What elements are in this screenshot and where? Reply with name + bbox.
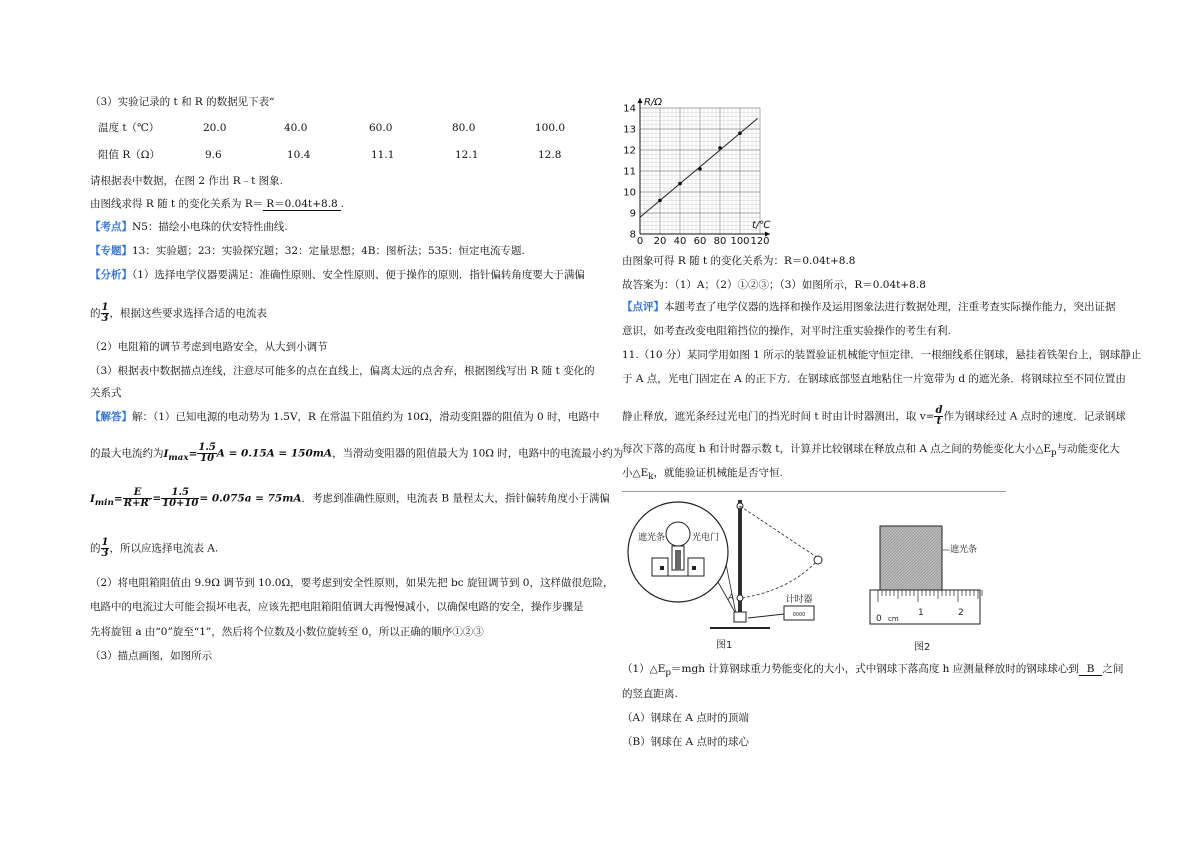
q11-line5-post: ，就能验证机械能是否守恒. — [653, 467, 783, 479]
jieda-line1 — [90, 412, 600, 423]
fig2-caption: 图2 — [914, 642, 931, 653]
y-tick-label: 12 — [623, 145, 636, 157]
frac-den: 3 — [101, 548, 109, 559]
table-cell: 9.6 — [205, 149, 222, 161]
kaodian-text: N5：描绘小电珠的伏安特性曲线. — [132, 221, 288, 233]
y-tick-label: 8 — [629, 229, 636, 241]
fig1-label-guangdianmen: 光电门 — [692, 533, 720, 543]
kaodian-tag: 【考点】 — [90, 221, 132, 233]
imin-eq: = — [113, 492, 123, 505]
option-a: （A）钢球在 A 点时的顶端 — [622, 712, 749, 724]
q11-line4 — [622, 444, 1120, 458]
q1-sub: p — [665, 668, 672, 679]
y-tick-label: 11 — [623, 166, 636, 178]
jieda-line3 — [90, 488, 610, 509]
q11-line4-text: 每次下落的高度 h 和计时器示数 t，计算并比较钢球在释放点和 A 点之间的势能变化大小△E — [622, 443, 1051, 455]
x-tick-label: 60 — [693, 236, 707, 247]
data-point — [718, 146, 722, 150]
fenxi-tag: 【分析】 — [90, 269, 132, 281]
fenxi-line2-post: ，根据这些要求选择合适的电流表 — [109, 307, 267, 320]
figure1-apparatus — [620, 494, 840, 654]
x-tick-label: 80 — [713, 236, 727, 247]
imax-frac-num: 1.5 — [198, 442, 216, 453]
part3-intro: （3）实验记录的 t 和 R 的数据见下表“ — [90, 96, 275, 108]
imin-fraction2 — [161, 488, 199, 509]
fig1-caption: 图1 — [716, 640, 733, 651]
imax-eq: = — [188, 447, 198, 460]
kaodian-line — [90, 222, 288, 233]
table-cell: 10.4 — [287, 149, 311, 161]
fenxi-line2-pre: 的 — [90, 307, 101, 320]
timer-label: 计时器 — [785, 595, 813, 605]
jieda-4-pre: 的 — [90, 542, 101, 555]
x-tick-label: 120 — [750, 236, 770, 247]
dianping-line1 — [622, 302, 1116, 313]
divider — [622, 491, 1006, 492]
jieda-text: 解：（1）已知电源的电动势为 1.5V，R 在常温下阻值约为 10Ω，滑动变阻器的阻值为 0 时，电路中 — [132, 411, 600, 423]
dianping-tag: 【点评】 — [622, 301, 664, 313]
table-cell: 40.0 — [284, 122, 308, 134]
frac-den: 3 — [101, 313, 109, 324]
imax-rhs: A = 0.15A = 150mA — [216, 447, 333, 460]
imin-frac2-den: 10+10 — [162, 498, 199, 509]
q1-line2: 的竖直距离. — [622, 688, 678, 700]
q11-line5-text: 小△E — [622, 467, 649, 479]
option-b: （B）钢球在 A 点时的球心 — [622, 736, 749, 748]
y-tick-label: 10 — [623, 187, 636, 199]
x-tick-label: 100 — [730, 236, 750, 247]
jieda-line5: （2）将电阻箱阻值由 9.9Ω 调节到 10.0Ω，要考虑到安全性原则，如果先把 bc 旋钮调节到 0，这样做很危险， — [90, 577, 614, 589]
table-cell: 100.0 — [535, 122, 566, 134]
zhuanti-tag: 【专题】 — [90, 245, 132, 257]
zhuanti-line — [90, 246, 525, 257]
imax-lhs: I — [163, 447, 169, 460]
v-frac-den: t — [936, 416, 942, 427]
fig2-label-zheguang: 遮光条 — [950, 545, 978, 555]
jieda-2-post: ，当滑动变阻器的阻值最大为 10Ω 时，电路中的电流最小约为 — [332, 447, 624, 460]
q11-line5-sub: k — [648, 472, 654, 483]
imax-frac-den: 10 — [200, 453, 215, 464]
imin-eq2: = — [152, 492, 162, 505]
q1-post: 之间 — [1102, 663, 1124, 675]
imax-fraction — [197, 443, 216, 464]
x-tick-label: 20 — [653, 236, 667, 247]
imax-equation — [163, 447, 198, 463]
table-cell: 60.0 — [369, 122, 393, 134]
imin-frac2-num: 1.5 — [161, 488, 199, 499]
fenxi-line — [90, 270, 585, 281]
fenxi-3a: （3）根据表中数据描点连线，注意尽可能多的点在直线上，偏离太远的点舍弃，根据图线写出 R 随 t 变化的 — [90, 365, 595, 377]
imin-frac1-den: R+R′ — [123, 498, 152, 509]
frac-num: 1 — [101, 302, 109, 313]
imin-lhs: I — [90, 492, 95, 505]
jieda-line4 — [90, 538, 218, 559]
graph-relation: 由图象可得 R 随 t 的变化关系为：R＝0.04t+8.8 — [622, 255, 856, 267]
q11-line5 — [622, 468, 783, 482]
imin-rhs: = 0.075a = 75mA — [199, 492, 302, 505]
y-tick-label: 14 — [623, 103, 636, 115]
table-row1-label: 温度 t（℃） — [98, 122, 160, 134]
imin-equation — [90, 492, 123, 508]
imax-sub: max — [168, 452, 189, 463]
q1-line1 — [622, 664, 1123, 678]
q11-line4-post: 与动能变化大 — [1056, 443, 1120, 455]
jieda-line2 — [90, 443, 623, 464]
ruler-0: 0 — [876, 614, 882, 624]
fig1-label-zheguang: 遮光条 — [638, 533, 666, 543]
dianping-line2: 意识，如考查改变电阻箱挡位的操作，对平时注重实验操作的考生有利. — [622, 325, 951, 337]
jieda-line7: 先将旋钮 a 由“0”旋至“1”，然后将个位数及小数位旋转至 0，所以正确的顺序①②③ — [90, 626, 484, 638]
q11-line1: 11.（10 分）某同学用如图 1 所示的装置验证机械能守恒定律．一根细线系住钢球，悬挂着铁架台上，钢球静止 — [622, 349, 1142, 361]
ruler-2: 2 — [958, 608, 964, 618]
imin-sub: min — [94, 497, 114, 508]
table-cell: 80.0 — [452, 122, 476, 134]
v-frac-num: d — [935, 405, 943, 416]
q11-line4-sub: p — [1051, 448, 1057, 459]
fenxi-text: （1）选择电学仪器要满足：准确性原则、安全性原则、便于操作的原则．指针偏转角度要大于满偏 — [132, 269, 585, 281]
fig1-label-A: A — [728, 593, 735, 603]
jieda-line6: 电路中的电流过大可能会损坏电表，应该先把电阻箱阻值调大再慢慢减小，以确保电路的安全，操作步骤是 — [90, 601, 584, 613]
relation-line — [90, 199, 344, 211]
imin-frac1-num: E — [123, 488, 153, 499]
x-tick-label: 40 — [673, 236, 687, 247]
q11-line3 — [622, 406, 1126, 427]
relation-answer: R＝0.04t+8.8 — [263, 199, 341, 211]
table-cell: 12.1 — [455, 149, 479, 161]
y-axis-label: R/Ω — [644, 97, 662, 108]
q1-answer: B — [1079, 664, 1103, 676]
y-axis-arrow — [638, 98, 643, 103]
data-point — [698, 167, 702, 171]
table-cell: 11.1 — [371, 149, 395, 161]
relation-prefix: 由图线求得 R 随 t 的变化关系为 R＝ — [90, 198, 264, 210]
dianping-text: 本题考查了电学仪器的选择和操作及运用图象法进行数据处理，注重考查实际操作能力，突出证据 — [664, 301, 1116, 313]
data-point — [738, 131, 742, 135]
table-row2-label: 阻值 R（Ω） — [98, 149, 160, 161]
table-cell: 12.8 — [538, 149, 562, 161]
ruler-cm: cm — [888, 615, 899, 623]
jieda-line8: （3）描点画图，如图所示 — [90, 650, 213, 662]
jieda-tag: 【解答】 — [90, 411, 132, 423]
ruler-1: 1 — [918, 608, 924, 618]
fenxi-line2 — [90, 303, 267, 324]
imin-fraction1 — [123, 488, 153, 509]
answer-line: 故答案为：（1）A；（2）①②③；（3）如图所示，R＝0.04t+8.8 — [622, 279, 926, 291]
q11-line3-pre: 静止释放，遮光条经过光电门的挡光时间 t 时由计时器测出，取 v= — [622, 410, 935, 423]
y-tick-label: 13 — [623, 124, 636, 136]
table-cell: 20.0 — [203, 122, 227, 134]
relation-suffix: . — [340, 198, 345, 210]
frac-num: 1 — [101, 537, 109, 548]
jieda-2-pre: 的最大电流约为 — [90, 447, 164, 460]
x-axis-label: t/℃ — [752, 220, 771, 231]
fenxi-3b: 关系式 — [90, 387, 122, 399]
timer-display: 0000 — [792, 612, 806, 618]
zhuanti-text: 13：实验题；23：实验探究题；32：定量思想；4B：图析法；535：恒定电流专题. — [132, 245, 525, 257]
fenxi-2: （2）电阻箱的调节考虑到电路安全，从大到小调节 — [90, 341, 328, 353]
ask-plot: 请根据表中数据，在图 2 作出 R﹣t 图象. — [90, 175, 283, 187]
data-point — [678, 182, 682, 186]
x-tick-label: 0 — [636, 236, 644, 247]
r-t-chart — [620, 90, 800, 250]
y-tick-label: 9 — [629, 208, 636, 220]
jieda-4-post: ，所以应选择电流表 A. — [109, 542, 219, 555]
data-point — [658, 199, 662, 203]
q11-line2: 于 A 点，光电门固定在 A 的正下方．在钢球底部竖直地粘住一片宽带为 d 的遮光条．将钢球拉至不同位置由 — [622, 373, 1126, 385]
q1-mid: ＝mgh 计算钢球重力势能变化的大小，式中钢球下落高度 h 应测量释放时的钢球球心到 — [671, 663, 1079, 675]
q11-line3-post: 作为钢球经过 A 点时的速度．记录钢球 — [943, 410, 1126, 423]
jieda-3-post: ．考虑到准确性原则，电流表 B 量程太大，指针偏转角度小于满偏 — [301, 492, 610, 505]
figure2-ruler — [866, 520, 986, 680]
q1-pre: （1）△E — [622, 663, 666, 675]
